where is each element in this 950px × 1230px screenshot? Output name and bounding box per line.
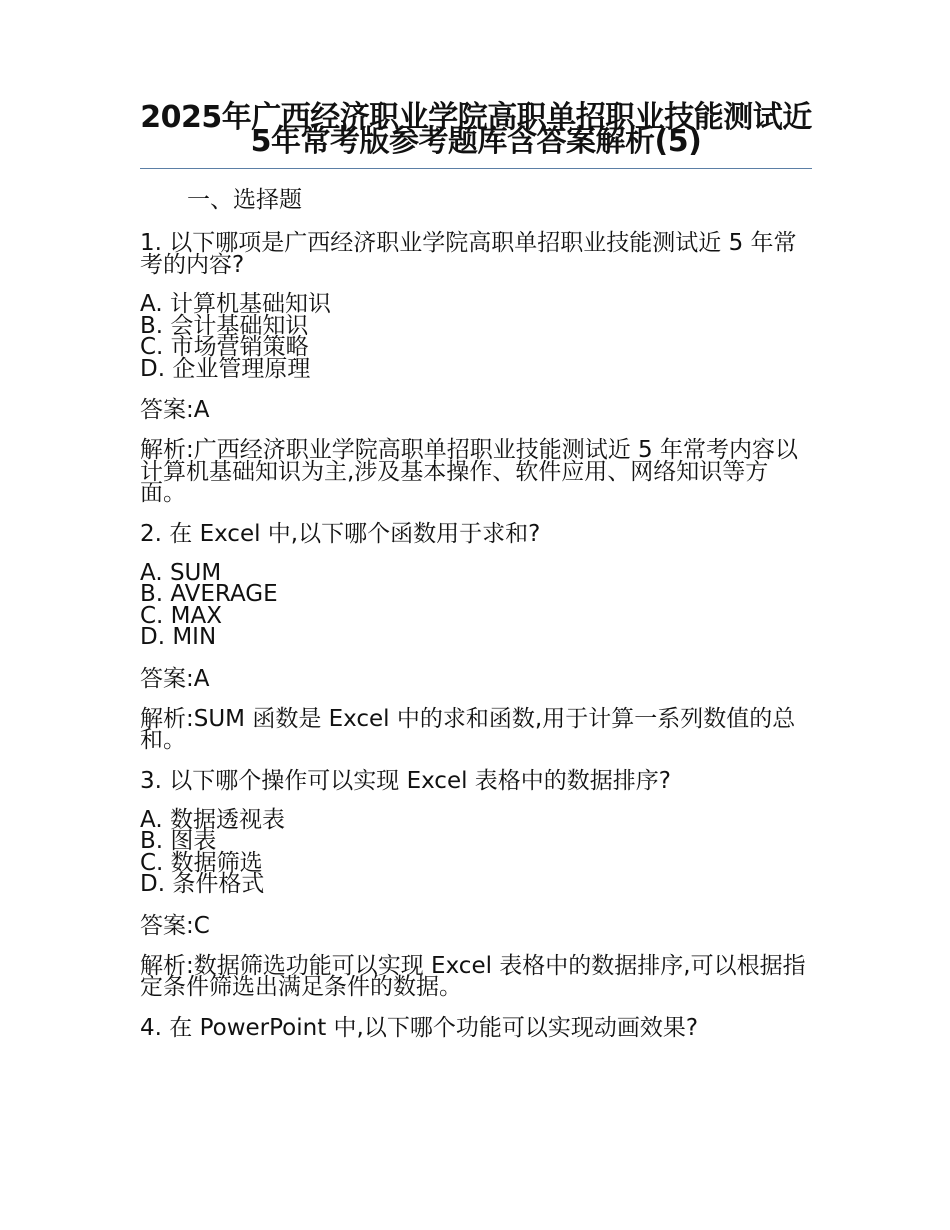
option-b: B. 图表 [140, 828, 217, 854]
option-c: C. 数据筛选 [140, 849, 263, 876]
option-c: C. MAX [140, 602, 223, 629]
option-a: A. SUM [140, 559, 222, 586]
option-d: D. 条件格式 [140, 871, 265, 897]
option-b: B. 会计基础知识 [140, 312, 309, 339]
option-b: B. AVERAGE [140, 581, 278, 607]
analysis: 解析:数据筛选功能可以实现 Excel 表格中的数据排序,可以根据指定条件筛选出满足条件的数据。 [140, 952, 806, 1000]
option-c: C. 市场营销策略 [140, 334, 309, 360]
option-list [140, 291, 812, 382]
question-3 [140, 767, 812, 1000]
option-list [140, 559, 812, 650]
page-title: 2025年广西经济职业学院高职单招职业技能测试近5年常考版参考题库含答案解析(5) [140, 100, 812, 159]
section-heading: 一、选择题 [187, 187, 302, 213]
question-text: 1. 以下哪项是广西经济职业学院高职单招职业技能测试近 5 年常考的内容? [140, 230, 797, 278]
question-text: 2. 在 Excel 中,以下哪个函数用于求和? [140, 520, 541, 547]
option-list [140, 806, 812, 897]
question-text: 4. 在 PowerPoint 中,以下哪个功能可以实现动画效果? [140, 1014, 699, 1041]
answer: 答案:A [140, 665, 210, 692]
option-a: A. 计算机基础知识 [140, 291, 331, 317]
analysis: 解析:广西经济职业学院高职单招职业技能测试近 5 年常考内容以计算机基础知识为主,涉及基本操作、软件应用、网络知识等方面。 [140, 437, 799, 506]
answer: 答案:A [140, 397, 210, 423]
option-d: D. 企业管理原理 [140, 355, 311, 382]
question-text: 3. 以下哪个操作可以实现 Excel 表格中的数据排序? [140, 767, 672, 794]
question-4 [140, 1014, 812, 1041]
option-d: D. MIN [140, 624, 217, 650]
question-2 [140, 520, 812, 753]
document-page [140, 100, 812, 1039]
answer: 答案:C [140, 912, 210, 939]
option-a: A. 数据透视表 [140, 806, 285, 833]
title-divider [140, 168, 812, 169]
analysis: 解析:SUM 函数是 Excel 中的求和函数,用于计算一系列数值的总和。 [140, 705, 796, 753]
question-1 [140, 232, 812, 505]
